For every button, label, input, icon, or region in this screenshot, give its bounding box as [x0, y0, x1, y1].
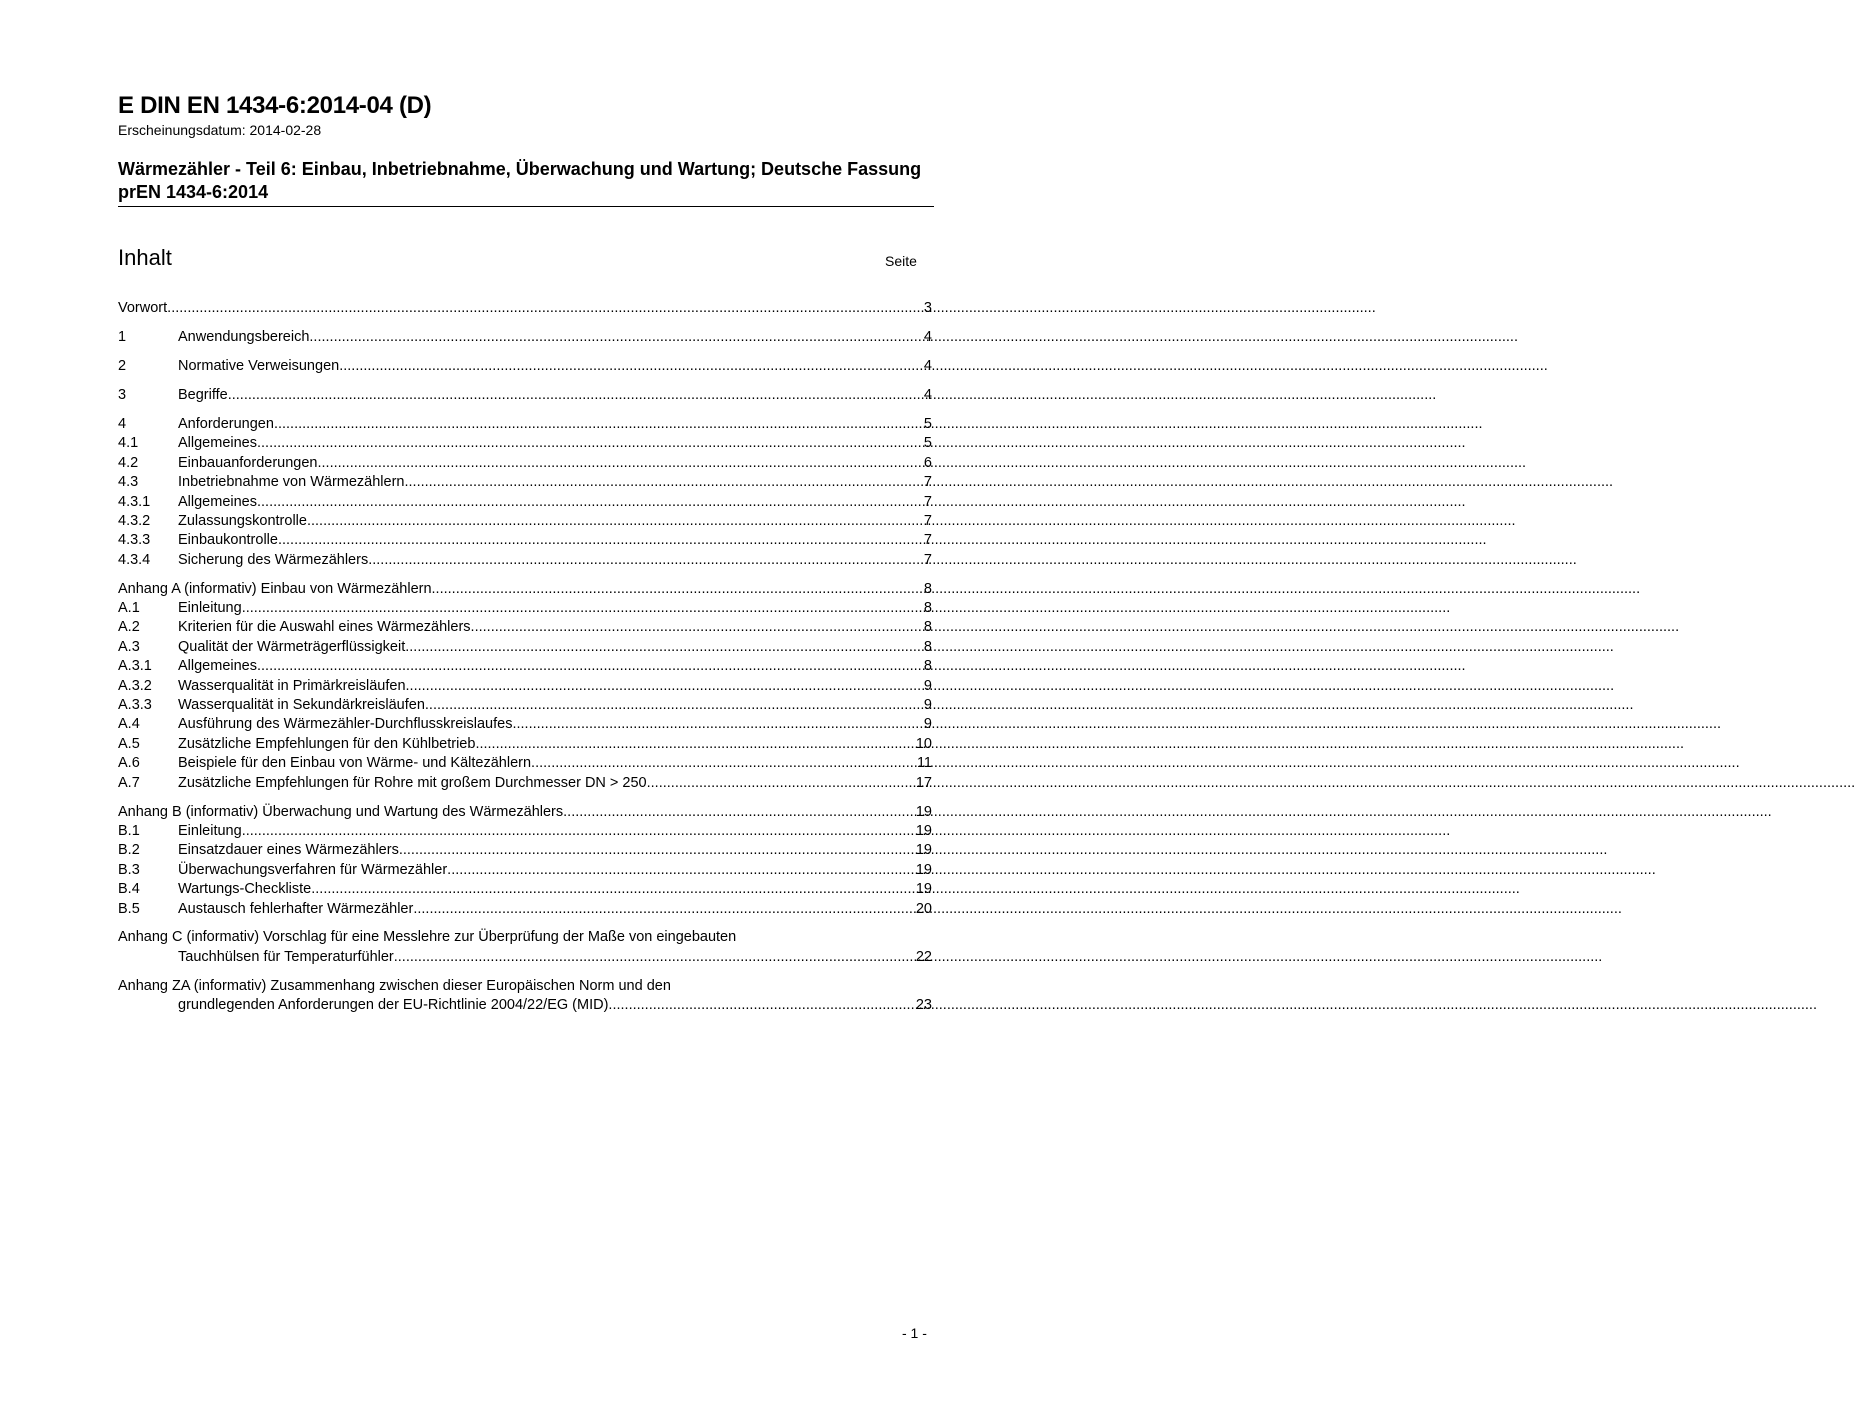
toc-entry-page: 7	[923, 551, 932, 568]
toc-dot-leader	[274, 416, 924, 432]
toc-entry-number: A.3.3	[118, 697, 152, 713]
toc-entry-label: Sicherung des Wärmezählers	[178, 551, 369, 568]
toc-entry[interactable]	[118, 358, 932, 377]
toc-entry-label: Allgemeines	[178, 493, 257, 510]
toc-entry-number: A.1	[118, 600, 140, 617]
toc-entry[interactable]	[118, 842, 932, 861]
toc-dot-leader	[406, 678, 924, 694]
toc-dot-leader	[307, 513, 924, 529]
toc-entry-label: Allgemeines	[178, 658, 257, 675]
toc-annex-title-line2: Tauchhülsen für Temperaturfühler	[178, 948, 394, 965]
toc-entry-label: Wasserqualität in Sekundärkreisläufen	[178, 697, 425, 713]
toc-entry-page: 20	[915, 900, 932, 917]
toc-entry-label: Zulassungskontrolle	[178, 512, 307, 529]
toc-group	[118, 300, 932, 319]
toc-dot-leader	[394, 949, 916, 965]
toc-entry[interactable]	[118, 901, 932, 920]
toc-entry-label: Wartungs-Checkliste	[178, 881, 312, 898]
toc-entry-number: 2	[118, 357, 127, 374]
toc-entry-page: 8	[923, 600, 932, 617]
toc-entry[interactable]	[118, 823, 932, 842]
toc-annex-title-line1: Anhang ZA (informativ) Zusammenhang zwischen dieser Europäischen Norm und den	[118, 977, 671, 994]
toc-entry[interactable]	[118, 532, 932, 551]
toc-entry-label: Einleitung	[178, 600, 242, 617]
toc-entry[interactable]	[118, 716, 932, 735]
toc-entry[interactable]	[118, 494, 932, 513]
toc-entry-label: Überwachungsverfahren für Wärmezähler	[178, 861, 448, 878]
toc-entry-page: 9	[923, 697, 932, 713]
toc-entry-number: 3	[118, 386, 127, 403]
toc-entry[interactable]	[118, 581, 932, 600]
toc-entry-label: Anhang A (informativ) Einbau von Wärmezählern	[118, 580, 432, 597]
toc-entry-label: Wasserqualität in Primärkreisläufen	[178, 677, 406, 694]
toc-entry-page: 4	[923, 386, 932, 403]
toc-dot-leader	[317, 455, 923, 471]
toc-entry[interactable]	[118, 775, 932, 794]
toc-dot-leader	[425, 697, 924, 713]
toc-entry-number: A.5	[118, 735, 140, 752]
toc-entry-label: Einbaukontrolle	[178, 532, 278, 549]
toc-entry-page: 4	[923, 357, 932, 374]
toc-dot-leader	[309, 329, 924, 345]
toc-entry-page: 19	[915, 842, 932, 859]
toc-dot-leader	[257, 658, 924, 674]
toc-entry[interactable]	[118, 474, 932, 493]
toc-dot-leader	[228, 387, 924, 403]
toc-entry-page: 7	[923, 532, 932, 549]
toc-entry-number: A.4	[118, 716, 140, 733]
page-number: - 1 -	[902, 1325, 927, 1341]
toc-entry-page: 19	[915, 881, 932, 898]
toc-entry-label: Anhang B (informativ) Überwachung und Wartung des Wärmezählers	[118, 803, 564, 820]
toc-entry-label: Einsatzdauer eines Wärmezählers	[178, 842, 399, 859]
table-of-contents	[118, 300, 932, 1026]
toc-entry-label: Zusätzliche Empfehlungen für den Kühlbetrieb	[178, 735, 476, 752]
toc-dot-leader	[563, 804, 916, 820]
toc-entry-label: Normative Verweisungen	[178, 357, 340, 374]
toc-entry[interactable]	[118, 736, 932, 755]
toc-group	[118, 358, 932, 377]
toc-entry-label: Anforderungen	[178, 415, 274, 432]
toc-entry-label: Kriterien für die Auswahl eines Wärmezählers	[178, 619, 471, 636]
toc-entry-page: 19	[915, 861, 932, 878]
toc-entry-label: Zusätzliche Empfehlungen für Rohre mit großem Durchmesser DN > 250	[178, 774, 647, 791]
toc-dot-leader	[432, 581, 924, 597]
page-title: E DIN EN 1434-6:2014-04 (D)	[118, 92, 432, 119]
toc-dot-leader	[512, 716, 923, 732]
toc-entry-label: Qualität der Wärmeträgerflüssigkeit	[178, 638, 406, 655]
toc-entry[interactable]	[118, 678, 932, 697]
toc-entry[interactable]	[118, 600, 932, 619]
toc-dot-leader	[399, 842, 916, 858]
toc-entry-number: 4	[118, 415, 127, 432]
toc-entry-page: 8	[923, 619, 932, 636]
toc-heading: Inhalt	[118, 245, 172, 270]
toc-entry-number: 4.3.4	[118, 551, 151, 568]
toc-entry-label: Vorwort	[118, 300, 168, 316]
document-title: Wärmezähler - Teil 6: Einbau, Inbetriebnahme, Überwachung und Wartung; Deutsche Fassung prEN 1434-6:2014	[118, 159, 922, 202]
toc-entry-page: 8	[923, 580, 932, 597]
toc-annex-line2	[118, 949, 932, 968]
toc-entry-page: 10	[915, 735, 932, 752]
toc-entry-page: 9	[923, 716, 932, 733]
toc-entry-page: 11	[916, 755, 932, 772]
toc-entry-number: B.1	[118, 822, 140, 839]
toc-entry-page: 19	[915, 822, 932, 839]
toc-dot-leader	[405, 639, 924, 655]
toc-entry-number: 4.2	[118, 454, 139, 471]
toc-entry-label: Beispiele für den Einbau von Wärme- und Kältezählern	[178, 755, 532, 772]
toc-dot-leader	[278, 532, 924, 548]
toc-entry[interactable]	[118, 658, 932, 677]
toc-dot-leader	[531, 755, 917, 771]
toc-dot-leader	[475, 736, 915, 752]
toc-entry[interactable]	[118, 329, 932, 348]
toc-entry[interactable]	[118, 300, 932, 319]
toc-entry[interactable]	[118, 697, 932, 716]
toc-group	[118, 929, 932, 968]
toc-entry-number: 1	[118, 328, 127, 345]
toc-entry[interactable]	[118, 416, 932, 435]
toc-dot-leader	[257, 435, 924, 451]
toc-entry[interactable]	[118, 639, 932, 658]
toc-dot-leader	[647, 775, 916, 791]
toc-entry[interactable]	[118, 881, 932, 900]
toc-entry-number: A.3.1	[118, 658, 152, 675]
toc-dot-leader	[404, 474, 923, 490]
toc-dot-leader	[242, 823, 916, 839]
toc-entry-label: Ausführung des Wärmezähler-Durchflusskreislaufes	[178, 716, 513, 733]
toc-group	[118, 978, 932, 1017]
toc-entry-label: Einleitung	[178, 822, 242, 839]
toc-entry[interactable]	[118, 804, 932, 823]
toc-entry-page: 8	[923, 638, 932, 655]
toc-dot-leader	[368, 552, 924, 568]
toc-dot-leader	[608, 997, 915, 1013]
toc-entry[interactable]	[118, 862, 932, 881]
toc-entry-number: B.4	[118, 881, 140, 898]
toc-entry-number: A.6	[118, 755, 140, 772]
toc-entry-number: 4.3	[118, 474, 139, 491]
toc-entry-page: 5	[923, 415, 932, 432]
toc-entry-page: 3	[923, 300, 932, 316]
toc-entry-page: 7	[923, 474, 932, 491]
toc-dot-leader	[311, 881, 916, 897]
toc-entry-page: 6	[923, 454, 932, 471]
toc-entry-page: 8	[923, 658, 932, 675]
toc-entry[interactable]	[118, 755, 932, 774]
toc-entry[interactable]	[118, 552, 932, 571]
toc-group	[118, 416, 932, 571]
toc-entry-page: 23	[915, 997, 932, 1014]
toc-annex-line2	[118, 997, 932, 1016]
toc-dot-leader	[447, 862, 916, 878]
toc-annex-title-line1: Anhang C (informativ) Vorschlag für eine Messlehre zur Überprüfung der Maße von eingebauten	[118, 929, 737, 946]
toc-entry-number: A.2	[118, 619, 140, 636]
toc-entry-page: 9	[923, 677, 932, 694]
toc-entry-label: Anwendungsbereich	[178, 328, 310, 345]
issue-date: Erscheinungsdatum: 2014-02-28	[118, 122, 322, 138]
toc-group	[118, 804, 932, 920]
toc-entry-number: A.7	[118, 774, 140, 791]
toc-group	[118, 581, 932, 794]
toc-entry-label: Begriffe	[178, 386, 228, 403]
toc-entry-label: Austausch fehlerhafter Wärmezähler	[178, 900, 414, 917]
toc-entry-number: A.3.2	[118, 677, 152, 694]
toc-dot-leader	[257, 494, 924, 510]
toc-group	[118, 387, 932, 406]
toc-entry-label: Inbetriebnahme von Wärmezählern	[178, 474, 405, 491]
toc-entry-page: 4	[923, 328, 932, 345]
toc-entry-number: B.5	[118, 900, 140, 917]
toc-entry-page: 19	[915, 803, 932, 820]
toc-entry-number: A.3	[118, 638, 140, 655]
toc-page-heading: Seite	[885, 253, 917, 269]
toc-annex-entry[interactable]	[118, 929, 932, 968]
toc-group	[118, 329, 932, 348]
toc-dot-leader	[242, 600, 924, 616]
toc-entry-page: 7	[923, 512, 932, 529]
toc-entry-label: Allgemeines	[178, 435, 257, 452]
toc-dot-leader	[413, 901, 916, 917]
toc-dot-leader	[339, 358, 924, 374]
title-rule	[118, 206, 934, 207]
toc-entry-number: B.3	[118, 861, 140, 878]
toc-entry[interactable]	[118, 455, 932, 474]
toc-entry-page: 22	[915, 948, 932, 965]
toc-annex-title-line2: grundlegenden Anforderungen der EU-Richtlinie 2004/22/EG (MID)	[178, 997, 609, 1014]
toc-entry-number: B.2	[118, 842, 140, 859]
toc-dot-leader	[167, 300, 924, 316]
toc-entry-page: 17	[915, 774, 932, 791]
toc-entry-number: 4.3.1	[118, 493, 151, 510]
toc-entry[interactable]	[118, 513, 932, 532]
toc-entry-page: 7	[923, 493, 932, 510]
toc-entry[interactable]	[118, 435, 932, 454]
toc-entry[interactable]	[118, 387, 932, 406]
toc-dot-leader	[471, 619, 924, 635]
toc-annex-entry[interactable]	[118, 978, 932, 1017]
toc-entry-label: Einbauanforderungen	[178, 454, 318, 471]
toc-entry-number: 4.3.2	[118, 512, 151, 529]
toc-entry-page: 5	[923, 435, 932, 452]
toc-entry-number: 4.1	[118, 435, 139, 452]
toc-entry-number: 4.3.3	[118, 532, 151, 549]
toc-entry[interactable]	[118, 619, 932, 638]
